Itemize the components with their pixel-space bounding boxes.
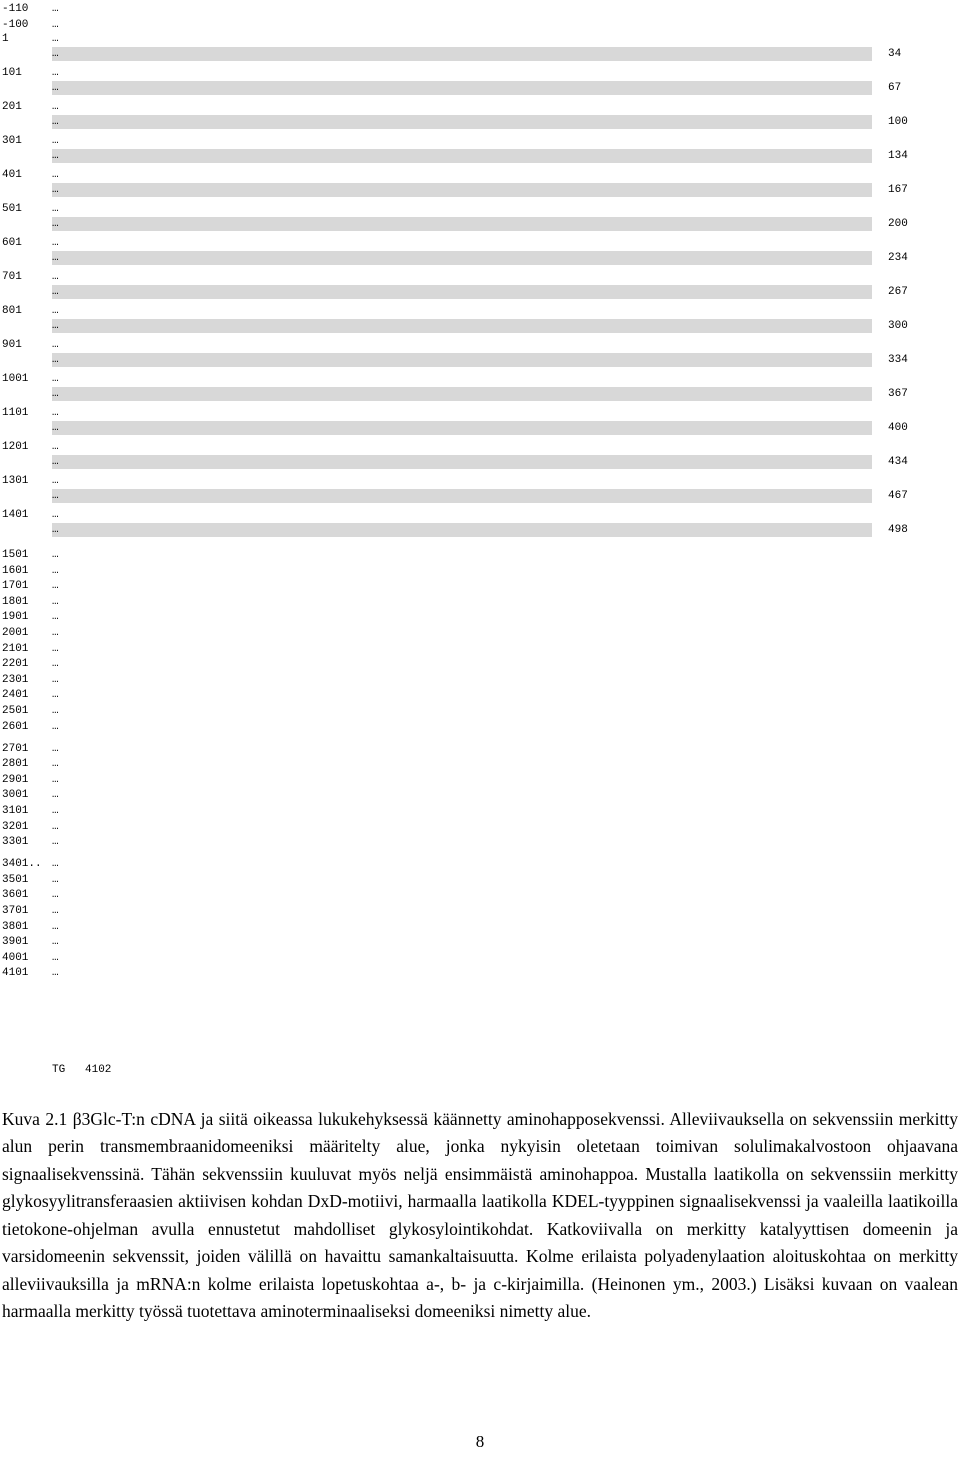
aa-row xyxy=(0,455,960,469)
figure-caption: Kuva 2.1 β3Glc-T:n cDNA ja siitä oikeassa lukukehyksessä käännetty aminohapposekvenssi. Alleviivauksella on sekvenssiin merkitty alun perin transmembraanidomeeniksi määritelty alue, jonka nykyisin oletetaan toimivan solulimakalvostoon ohjaavana signaalisekvenssinä. Tähän sekvenssiin kuuluvat myös neljä ensimmäistä aminohappoa. Mustalla laatikolla on sekvenssiin merkitty glykosyylitransferaasien aktiivisen kohdan DxD-motiivi, harmaalla laatikolla KDEL-tyyppinen signaalisekvenssi ja vaaleilla laatikoilla tietokone-ohjelman avulla ennustetut mahdolliset glykosylointikohdat. Katkoviivalla on merkitty katalyyttisen domeenin ja varsidomeenin sekvenssit, joiden välillä on havaittu samankaltaisuutta. Kolme erilaista polyadenylaation aloituskohtaa on merkitty alleviivauksilla ja mRNA:n kolme erilaista lopetuskohtaa a-, b- ja c-kirjaimilla. (Heinonen ym., 2003.) Lisäksi kuvaan on vaalean harmaalla merkitty työssä tuotettava aminoterminaaliseksi domeeniksi nimetty alue. xyxy=(2,1108,958,1321)
line-number: 1701 xyxy=(2,580,29,593)
line-number: 1 xyxy=(2,33,9,45)
nucleotide-sequence: … xyxy=(52,203,59,215)
nucleotide-sequence: … xyxy=(52,673,59,686)
aa-row xyxy=(0,81,960,95)
nucleotide-sequence: … xyxy=(52,789,59,802)
nucleotide-sequence: … xyxy=(52,858,59,871)
line-number: 2701 xyxy=(2,742,29,755)
nucleotide-sequence: … xyxy=(52,805,59,817)
line-number: 2201 xyxy=(2,658,29,671)
utr-row xyxy=(0,820,960,834)
nt-row xyxy=(0,168,960,182)
amino-acid-sequence: … xyxy=(52,523,872,537)
utr-row xyxy=(0,904,960,918)
line-number: 501 xyxy=(2,203,22,215)
nucleotide-sequence: … xyxy=(52,595,59,608)
residue-count: 234 xyxy=(888,252,908,264)
nucleotide-sequence: … xyxy=(52,951,59,964)
aa-row xyxy=(0,489,960,503)
line-number: 2901 xyxy=(2,773,29,786)
nt-row xyxy=(0,508,960,522)
utr-row xyxy=(0,757,960,771)
amino-acid-sequence: … xyxy=(52,285,872,299)
line-number: 601 xyxy=(2,237,22,249)
amino-acid-sequence: … xyxy=(52,319,872,333)
aa-row xyxy=(0,285,960,299)
line-number: 1201 xyxy=(2,441,29,453)
utr-row xyxy=(0,888,960,902)
line-number: -110 xyxy=(2,3,29,15)
amino-acid-sequence: … xyxy=(52,387,872,401)
utr-row xyxy=(0,804,960,818)
nucleotide-sequence: … xyxy=(52,611,59,624)
residue-count: 167 xyxy=(888,184,908,196)
aa-row xyxy=(0,149,960,163)
line-number: 3001 xyxy=(2,789,29,802)
nt-row xyxy=(0,440,960,454)
nucleotide-sequence: … xyxy=(52,820,59,833)
line-number: 1801 xyxy=(2,595,29,608)
nt-row xyxy=(0,18,960,32)
residue-count: 498 xyxy=(888,524,908,536)
line-number: 1301 xyxy=(2,475,29,487)
aa-row xyxy=(0,387,960,401)
sequence-end xyxy=(0,1063,960,1077)
line-number: 101 xyxy=(2,67,22,79)
line-number: 2401 xyxy=(2,689,29,702)
utr-row xyxy=(0,626,960,640)
residue-count: 134 xyxy=(888,150,908,162)
nucleotide-sequence: … xyxy=(52,19,59,31)
nt-row xyxy=(0,338,960,352)
utr-row xyxy=(0,579,960,593)
utr-row xyxy=(0,610,960,624)
amino-acid-sequence: … xyxy=(52,47,872,61)
line-number: 3901 xyxy=(2,936,29,949)
line-number: 3101 xyxy=(2,805,29,817)
nucleotide-sequence: … xyxy=(52,271,59,283)
line-number: 4101 xyxy=(2,967,29,980)
amino-acid-sequence: … xyxy=(52,489,872,503)
line-number: 3201 xyxy=(2,820,29,833)
amino-acid-sequence: … xyxy=(52,353,872,367)
nucleotide-sequence: … xyxy=(52,135,59,147)
line-number: 201 xyxy=(2,101,22,113)
nt-row xyxy=(0,202,960,216)
line-number: 3301 xyxy=(2,836,29,849)
utr-row xyxy=(0,657,960,671)
line-number: 1501 xyxy=(2,549,29,561)
nucleotide-sequence: … xyxy=(52,920,59,933)
line-number: 801 xyxy=(2,305,22,317)
nucleotide-sequence: … xyxy=(52,169,59,181)
nucleotide-sequence: … xyxy=(52,580,59,593)
nucleotide-sequence: … xyxy=(52,3,59,15)
residue-count: 34 xyxy=(888,48,902,60)
utr-row xyxy=(0,857,960,871)
line-number: -100 xyxy=(2,19,29,31)
aa-row xyxy=(0,251,960,265)
amino-acid-sequence: … xyxy=(52,421,872,435)
nucleotide-sequence: … xyxy=(52,101,59,113)
utr-row xyxy=(0,966,960,980)
nt-row xyxy=(0,236,960,250)
utr-row xyxy=(0,773,960,787)
nucleotide-sequence: … xyxy=(52,407,59,419)
nucleotide-sequence: … xyxy=(52,967,59,980)
nt-row xyxy=(0,2,960,16)
line-number: 1001 xyxy=(2,373,29,385)
line-number: 301 xyxy=(2,135,22,147)
line-number: 701 xyxy=(2,271,22,283)
aa-row xyxy=(0,115,960,129)
utr-row xyxy=(0,788,960,802)
line-number: 4001 xyxy=(2,951,29,964)
line-number: 2601 xyxy=(2,720,29,733)
utr-row xyxy=(0,704,960,718)
residue-count: 367 xyxy=(888,388,908,400)
utr-row xyxy=(0,920,960,934)
line-number: 1401 xyxy=(2,509,29,521)
nucleotide-sequence: … xyxy=(52,705,59,717)
nucleotide-sequence: … xyxy=(52,237,59,249)
nucleotide-sequence: … xyxy=(52,889,59,902)
line-number: 1901 xyxy=(2,611,29,624)
line-number: 1601 xyxy=(2,564,29,577)
aa-row xyxy=(0,319,960,333)
amino-acid-sequence: … xyxy=(52,455,872,469)
nt-row xyxy=(0,474,960,488)
nucleotide-sequence: … xyxy=(52,642,59,655)
amino-acid-sequence: … xyxy=(52,251,872,265)
nucleotide-sequence: … xyxy=(52,627,59,639)
nucleotide-sequence: … xyxy=(52,720,59,733)
residue-count: 334 xyxy=(888,354,908,366)
residue-count: 200 xyxy=(888,218,908,230)
nucleotide-sequence: … xyxy=(52,936,59,949)
line-number: 2301 xyxy=(2,673,29,686)
line-number: 2001 xyxy=(2,627,29,639)
utr-row xyxy=(0,742,960,756)
nt-row xyxy=(0,134,960,148)
aa-row xyxy=(0,523,960,537)
line-number: 901 xyxy=(2,339,22,351)
aa-row xyxy=(0,47,960,61)
amino-acid-sequence: … xyxy=(52,81,872,95)
nucleotide-sequence: … xyxy=(52,758,59,771)
nt-row xyxy=(0,406,960,420)
nucleotide-sequence: … xyxy=(52,509,59,521)
utr-row xyxy=(0,673,960,687)
line-number: 3801 xyxy=(2,920,29,933)
utr-row xyxy=(0,935,960,949)
nt-row xyxy=(0,270,960,284)
residue-count: 400 xyxy=(888,422,908,434)
nucleotide-sequence: … xyxy=(52,742,59,755)
line-number: 2501 xyxy=(2,705,29,717)
utr-row xyxy=(0,873,960,887)
nt-row xyxy=(0,304,960,318)
nucleotide-sequence: … xyxy=(52,689,59,702)
aa-row xyxy=(0,421,960,435)
nt-row xyxy=(0,100,960,114)
residue-count: 100 xyxy=(888,116,908,128)
aa-row xyxy=(0,217,960,231)
utr-row xyxy=(0,548,960,562)
utr-row xyxy=(0,595,960,609)
utr-row xyxy=(0,951,960,965)
residue-count: 434 xyxy=(888,456,908,468)
page-number: 8 xyxy=(475,1432,485,1451)
utr-row xyxy=(0,688,960,702)
amino-acid-sequence: … xyxy=(52,183,872,197)
line-number: 2801 xyxy=(2,758,29,771)
aa-row xyxy=(0,183,960,197)
nucleotide-sequence: … xyxy=(52,658,59,671)
end-label: TG 4102 xyxy=(52,1064,112,1076)
nucleotide-sequence: … xyxy=(52,773,59,786)
line-number: 2101 xyxy=(2,642,29,655)
line-number: 3601 xyxy=(2,889,29,902)
nucleotide-sequence: … xyxy=(52,905,59,917)
residue-count: 67 xyxy=(888,82,902,94)
nucleotide-sequence: … xyxy=(52,441,59,453)
utr-row xyxy=(0,835,960,849)
line-number: 1101 xyxy=(2,407,29,419)
amino-acid-sequence: … xyxy=(52,217,872,231)
nucleotide-sequence: … xyxy=(52,549,59,561)
nucleotide-sequence: … xyxy=(52,305,59,317)
nucleotide-sequence: … xyxy=(52,33,59,45)
nucleotide-sequence: … xyxy=(52,873,59,886)
utr-row xyxy=(0,642,960,656)
line-number: 3701 xyxy=(2,905,29,917)
utr-row xyxy=(0,564,960,578)
residue-count: 300 xyxy=(888,320,908,332)
nucleotide-sequence: … xyxy=(52,339,59,351)
nt-row xyxy=(0,32,960,46)
nt-row xyxy=(0,372,960,386)
amino-acid-sequence: … xyxy=(52,115,872,129)
nucleotide-sequence: … xyxy=(52,373,59,385)
amino-acid-sequence: … xyxy=(52,149,872,163)
line-number: 3501 xyxy=(2,873,29,886)
line-number: 401 xyxy=(2,169,22,181)
nucleotide-sequence: … xyxy=(52,564,59,577)
utr-row xyxy=(0,720,960,734)
nt-row xyxy=(0,66,960,80)
nucleotide-sequence: … xyxy=(52,67,59,79)
nucleotide-sequence: … xyxy=(52,475,59,487)
nucleotide-sequence: … xyxy=(52,836,59,849)
aa-row xyxy=(0,353,960,367)
line-number: 3401.. xyxy=(2,858,42,871)
residue-count: 467 xyxy=(888,490,908,502)
residue-count: 267 xyxy=(888,286,908,298)
